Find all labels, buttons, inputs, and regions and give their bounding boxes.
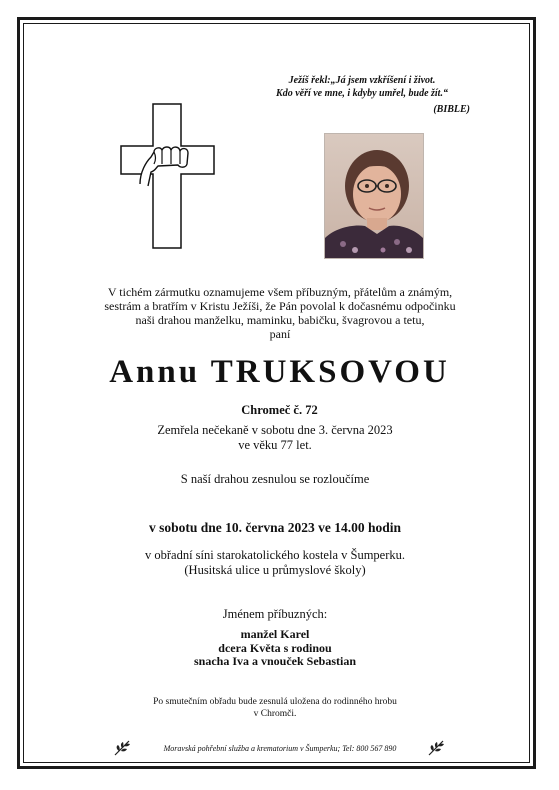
relative-item: manžel Karel — [240, 627, 310, 641]
ceremony-place-line-1: v obřadní síni starokatolického kostela v Šumperku. — [144, 548, 406, 562]
first-name: Annu — [109, 354, 201, 390]
footer-text: Moravská pohřební služba a krematorium v Šumperku; Tel: 800 567 890 — [163, 744, 397, 753]
death-line-2: ve věku 77 let. — [238, 438, 312, 452]
burial-line-1: Po smutečním obřadu bude zesnulá uložena do rodinného hrobu — [153, 697, 397, 707]
burial-note — [60, 697, 490, 720]
last-name: TRUKSOVOU — [210, 354, 450, 390]
quote-source: (BIBLE) — [433, 104, 470, 115]
deceased-name — [30, 354, 529, 391]
quote-line-2: Kdo věří ve mne, i kdyby umřel, bude žít.“ — [276, 88, 448, 99]
relatives-title: Jménem příbuzných: — [222, 607, 328, 621]
cross-with-hand-icon — [118, 102, 218, 250]
relative-item: snacha Iva a vnouček Sebastian — [193, 654, 357, 668]
ceremony-intro: S naší drahou zesnulou se rozloučíme — [180, 472, 370, 486]
death-info — [60, 423, 490, 453]
burial-line-2: v Chromči. — [253, 708, 297, 719]
bible-quote — [250, 74, 474, 100]
deceased-address: Chromeč č. 72 — [241, 403, 318, 417]
ceremony-datetime: v sobotu dne 10. června 2023 ve 14.00 hodin — [148, 520, 402, 535]
announcement — [60, 285, 500, 341]
death-line-1: Zemřela nečekaně v sobotu dne 3. června 2023 — [157, 423, 393, 437]
announcement-line-4: paní — [269, 327, 291, 341]
quote-line-1: Ježíš řekl:„Já jsem vzkříšení i život. — [288, 75, 436, 86]
leaf-branch-icon — [427, 739, 447, 757]
announcement-line-3: naši drahou manželku, maminku, babičku, švagrovou a tetu, — [135, 313, 425, 327]
announcement-line-1: V tichém zármutku oznamujeme všem příbuzným, přátelům a známým, — [107, 285, 453, 299]
ceremony-place — [40, 548, 510, 578]
relatives-list — [40, 628, 510, 669]
relative-item: dcera Květa s rodinou — [218, 640, 332, 655]
portrait-photo — [324, 133, 424, 259]
ceremony-place-line-2: (Husitská ulice u průmyslové školy) — [184, 563, 366, 577]
announcement-line-2: sestrám a bratřím v Kristu Ježíši, že Pán povolal k dočasnému odpočinku — [104, 299, 456, 313]
